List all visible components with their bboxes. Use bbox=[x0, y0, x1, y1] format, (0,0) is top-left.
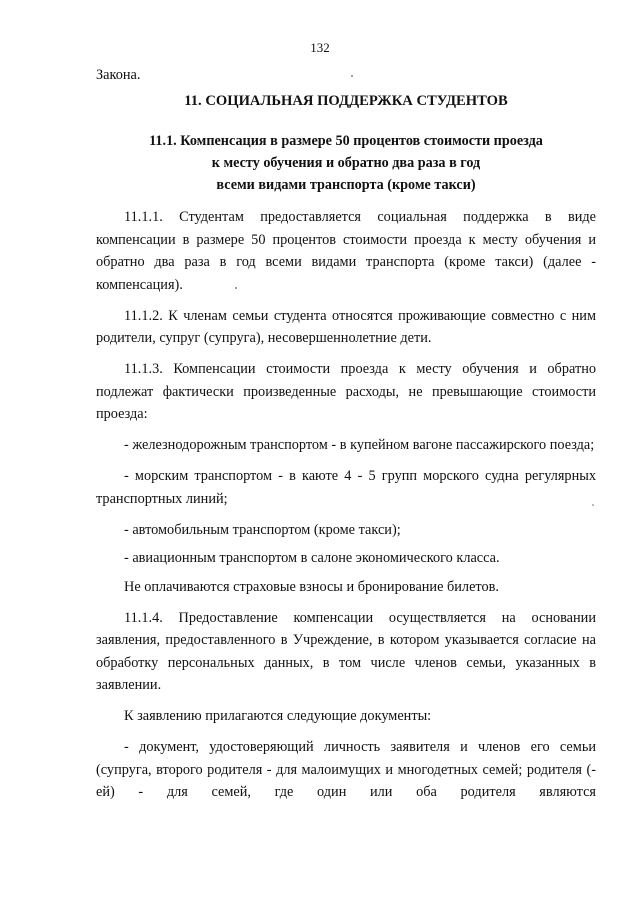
document-body bbox=[96, 206, 596, 804]
subsection-title-line-2: к месту обучения и обратно два раза в год bbox=[211, 155, 481, 171]
list-item-air: - авиационным транспортом в салоне экономического класса. bbox=[124, 550, 500, 566]
list-item-sea: - морским транспортом - в каюте 4 - 5 групп морского судна регулярных транспортных линий; bbox=[96, 468, 596, 507]
paragraph-11-1-4: 11.1.4. Предоставление компенсации осуществляется на основании заявления, предоставленного в Учреждение, в котором указывается согласие на обработку персональных данных, в том числе членов семьи, указанных в заявлении. bbox=[96, 609, 596, 693]
subsection-title-line-3: всеми видами транспорта (кроме такси) bbox=[216, 177, 476, 193]
paragraph-documents-intro: К заявлению прилагаются следующие документы: bbox=[124, 708, 432, 724]
paragraph-11-1-2: 11.1.2. К членам семьи студента относятся проживающие совместно с ним родители, супруг (супруга), несовершеннолетние дети. bbox=[96, 307, 596, 346]
paragraph-not-paid: Не оплачиваются страховые взносы и бронирование билетов. bbox=[124, 578, 499, 595]
subsection-title bbox=[96, 130, 596, 196]
paragraph-11-1-1: 11.1.1. Студентам предоставляется социальная поддержка в виде компенсации в размере 50 процентов стоимости проезда к месту обучения и обратно два раза в год всеми видами транспорта (кроме такси) (далее - компенсация). bbox=[96, 209, 596, 293]
subsection-title-line-1: 11.1. Компенсация в размере 50 процентов стоимости проезда bbox=[149, 133, 543, 149]
paragraph-11-1-3: 11.1.3. Компенсации стоимости проезда к месту обучения и обратно подлежат фактически произведенные расходы, не превышающие стоимости проезда: bbox=[96, 361, 596, 422]
section-title: 11. СОЦИАЛЬНАЯ ПОДДЕРЖКА СТУДЕНТОВ bbox=[184, 93, 508, 109]
previous-section-fragment: Закона. bbox=[96, 67, 141, 83]
page-number: 132 bbox=[310, 40, 330, 55]
list-item-railway: - железнодорожным транспортом - в купейном вагоне пассажирского поезда; bbox=[124, 437, 595, 453]
list-item-road: - автомобильным транспортом (кроме такси); bbox=[124, 521, 401, 538]
list-item-identity-document: - документ, удостоверяющий личность заявителя и членов его семьи (супруга, второго родителя - для малоимущих и многодетных семей; родителя (-ей) - для семей, где один или оба родителя являются bbox=[96, 739, 596, 800]
